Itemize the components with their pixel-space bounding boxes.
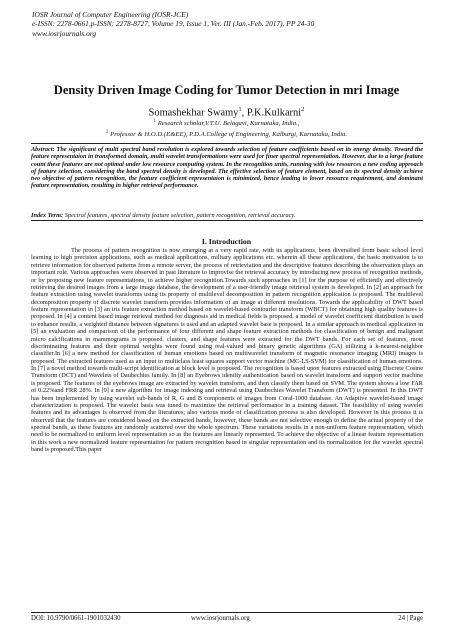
index-terms-label: Index Term: [31, 212, 64, 219]
abstract-text: The significant of multi spectral band resolution is explored towards selection of feature coefficients based on its energy density. Toward the feature representaion in transformed domain, multi wavelet transformations were used for finer spectral representation. However, due to a large feature count these features are not optimal under low resource computing system. In the recognition units, running with low resources a new coding approach of feature selection, considering the band spectral density is developed. The effective selection of feature element, based on its spectral density achieve two objective of pattern recognition, the feature coefficient representaion is minimized, hence leading to lower resource requirement, and dominant feature representation, resulting in higher retrieval performance. [31, 146, 423, 190]
abstract [31, 146, 423, 190]
author-1: Somashekhar Swamy [148, 107, 239, 119]
footer-website: www.iosrjournals.org [191, 615, 250, 622]
index-terms-text: Spectral features, spectral density feature selection, pattern recognition, retrieval accuracy. [63, 212, 296, 219]
author-1-sup: 1 [238, 106, 242, 113]
affiliation-1 [20, 117, 433, 128]
section-heading: I. Introduction [201, 237, 252, 246]
affiliations [20, 117, 433, 139]
footer-doi: DOI: 10.9790/0661-1901032430 [31, 615, 121, 622]
introduction-text: The process of pattern recognition is now emerging at a very rapid rate, with its applications, been diversified from basic school level learning to high precision applications, such as medical applications, military applications etc. wherein all these applications, the basic motivation is to retrieve information for observed patterns from a remote server, the process of retrieviation and the descriptive features describing the observation plays an important role. Various approaches were observed in past literature to improvise the retrieval accuracy by introducing new process of recognition methods, or by proposing new feature representations, to achieve higher recognition.Towards such approaches in [1] for the purpose of efficiently and effectively retrieving the desired images from a large image database, the development of a user-friendly image retrieval system is developed. In [2] an approach for feature extraction using wavelet transforms using its property of multilevel decomposition in pattern recognition application is proposed. The multilevel decomposition property of discrete wavelet transform provides information of an image at different resolutions. Towards the applicability of DWT based feature representation in [3] an iris feature extraction method based on wavelet-based contourlet transform (WBCT) for obtaining high quality features is proposed. In [4] a content based image retrieval method for diagnosis aid in medical fields is proposed. a model of wavelet coefficient distribution is used to enhance results, a weighted distance between signatures is used and an adapted wavelet base is proposed. In a similar approach to medical application in [5] an evaluation and comparison of the performance of four different and shape feature extraction methods for classification of benign and malignant micro calcifications in mammograms is proposed. clusters, and shape features were extracted for the DWT bands. For each set of features, most discriminating features and their optimal weights were found using real-valued and binary genetic algorithms (GA) utilizing a k-nearest-neighbor classifier.In [6] a new method for classification of human emotions based on multiwavelet transform of magnetic resonance imaging (MRI) images is proposed. The extracted features used as an input to multiclass least squares support vector machine (MC-LS-SVM) for classification of human emotions. In [7] a novel method towards multi-script identification at block level is proposed. The recognition is based upon features extracted using Discrete Cosine Transform (DCT) and Wavelets of Daubechies family. In [8] an Eyebrows identity authentication based on wavelet transform and support vector machine is proposed. The features of the eyebrows image are extracted by wavelet transform, and then classify them based on SVM. The system shows a low FAR of 0.22%and FRR 28%. In [9] a new algorithm for image indexing and retrieval using Daubechies Wavelet Transform (DWT) is presented. In this DWT has been implemented by using wavelet sub-bands of R, G and B components of images from Coral-1000 database. An Adaptive wavelet-based image characterization is proposed. The wavelet basis was tuned to maximize the retrieval performance in a training dataset. The feasibility of using wavelet features and its advantages is observed from the literatures; also various mode of classification process is also developed. However in this process it is observed that the features are considered based on the extracted bands, however, these bands are not selective enough to define the actual property of the spectral bands, as these features are randomly scattered over the whole spectrum. These variations results in a non-uniform feature representation, which need to be normalized to uniform level representation so as the features are linearly represented. To achieve the objective of a linear feature representation in this work a new normalized feature representation for pattern recognition based in singular representation and its normalization for the wavelet spectral band is proposed.This paper [31, 247, 423, 454]
journal-header [32, 10, 432, 38]
affiliation-1-sup: 1 [153, 119, 157, 124]
author-2-sup: 2 [301, 106, 305, 113]
journal-website: www.iosrjournals.org [32, 28, 97, 38]
footer-page-number: 24 | Page [398, 615, 423, 622]
abstract-box [31, 143, 423, 221]
affiliation-2 [20, 128, 433, 139]
footer-divider [31, 612, 423, 613]
affiliation-2-text: Professor & H.O.D.(E&EE), P.D.A.College of Engineering, Kalburgi, Karnataka, India. [108, 131, 348, 139]
journal-issn: e-ISSN: 2278-0661,p-ISSN: 2278-8727, Volume 19, Issue 1, Ver. III (Jan.-Feb. 2017), PP 24-30 [32, 19, 315, 29]
abstract-label: Abstract: [31, 146, 55, 153]
affiliation-2-sup: 2 [105, 130, 109, 136]
journal-name: IOSR Journal of Computer Engineering (IOSR-JCE) [32, 10, 189, 19]
index-terms [31, 212, 423, 219]
paper-title: Density Driven Image Coding for Tumor Detection in mri Image [53, 83, 400, 97]
affiliation-1-text: Research scholar,V.T.U. Belagavi, Karnataka, India., [156, 120, 300, 128]
author-2: , P.K.Kulkarni [241, 107, 302, 119]
